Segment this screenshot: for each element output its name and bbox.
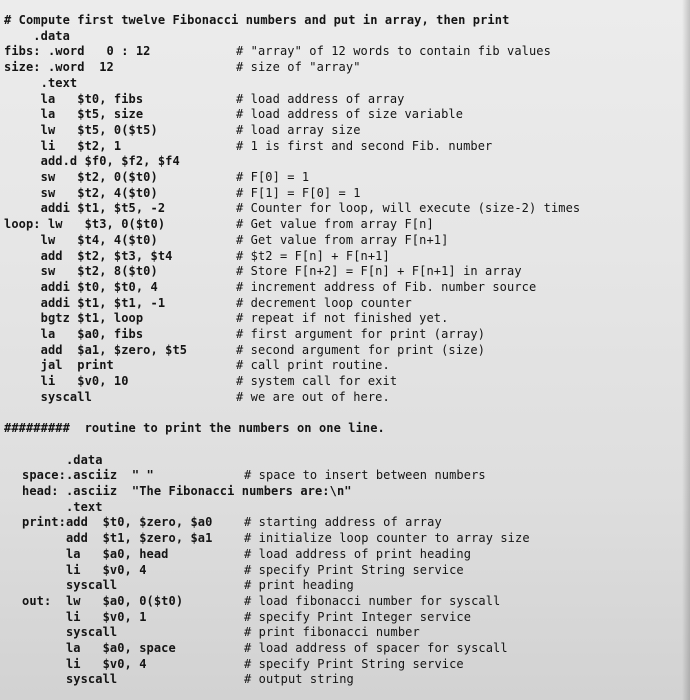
code-text: size: .word 12: [4, 60, 114, 75]
code-comment: # F[0] = 1: [236, 170, 310, 184]
code-text: add $t2, $t3, $t4: [4, 248, 173, 263]
code-text: lw $t5, 0($t5): [4, 122, 158, 137]
code-comment: # system call for exit: [236, 374, 398, 389]
code-text: sw $t2, 0($t0): [4, 170, 158, 184]
code-text: out: lw $a0, 0($t0): [22, 593, 184, 608]
code-comment: # call print routine.: [236, 358, 390, 373]
code-comment: # decrement loop counter: [236, 295, 412, 310]
code-text: add $a1, $zero, $t5: [4, 342, 188, 357]
code-text: addi $t1, $t5, -2: [4, 201, 166, 216]
code-comment: # $t2 = F[n] + F[n+1]: [236, 248, 390, 263]
page-edge-shadow: [682, 0, 690, 700]
code-text: jal print: [4, 358, 114, 373]
code-text: loop: lw $t3, 0($t0): [4, 217, 166, 232]
code-text: # Compute first twelve Fibonacci numbers and put in array, then print: [4, 13, 510, 27]
code-comment: # 1 is first and second Fib. number: [236, 138, 493, 153]
code-text: li $v0, 10: [4, 374, 129, 389]
code-comment: # second argument for print (size): [236, 342, 486, 357]
code-comment: # Counter for loop, will execute (size-2) times: [236, 201, 581, 216]
code-text: space:.asciiz " ": [22, 468, 154, 483]
code-comment: # initialize loop counter to array size: [244, 531, 530, 546]
code-text: la $t5, size: [4, 107, 144, 122]
code-comment: # "array" of 12 words to contain fib values: [236, 44, 551, 59]
code-comment: # space to insert between numbers: [244, 468, 486, 483]
code-text: print:add $t0, $zero, $a0: [22, 515, 213, 530]
code-comment: # print fibonacci number: [244, 625, 420, 640]
code-comment: # load fibonacci number for syscall: [244, 593, 501, 608]
code-text: lw $t4, 4($t0): [4, 232, 158, 247]
code-text: la $a0, space: [22, 641, 176, 655]
code-text: bgtz $t1, loop: [4, 311, 144, 326]
code-text: addi $t1, $t1, -1: [4, 295, 166, 310]
code-comment: # specify Print String service: [244, 562, 464, 577]
code-comment: # we are out of here.: [236, 389, 390, 404]
code-text: add.d $f0, $f2, $f4: [4, 154, 180, 169]
code-comment: # load address of print heading: [244, 546, 472, 561]
code-text: syscall: [4, 389, 92, 404]
code-comment: # Get value from array F[n]: [236, 217, 434, 232]
code-text: add $t1, $zero, $a1: [22, 531, 213, 546]
code-comment: # first argument for print (array): [236, 327, 486, 341]
code-text: syscall: [22, 578, 118, 593]
code-comment: # load address of spacer for syscall: [244, 641, 508, 655]
code-text: li $v0, 1: [22, 609, 147, 624]
code-text: la $t0, fibs: [4, 91, 144, 106]
code-comment: # output string: [244, 672, 354, 687]
code-text: .data: [4, 28, 70, 43]
code-comment: # F[1] = F[0] = 1: [236, 185, 361, 200]
code-text: ######### routine to print the numbers on one line.: [4, 421, 385, 436]
code-comment: # Get value from array F[n+1]: [236, 232, 449, 247]
code-text: addi $t0, $t0, 4: [4, 279, 158, 294]
code-comment: # specify Print Integer service: [244, 609, 472, 624]
code-text: la $a0, head: [22, 546, 169, 561]
code-text: sw $t2, 8($t0): [4, 264, 158, 279]
code-text: .text: [22, 499, 103, 514]
code-comment: # load address of array: [236, 91, 405, 106]
code-text: li $v0, 4: [22, 562, 147, 577]
code-text: fibs: .word 0 : 12: [4, 44, 151, 59]
code-comment: # print heading: [244, 578, 354, 593]
code-comment: # repeat if not finished yet.: [236, 311, 449, 326]
code-comment: # starting address of array: [244, 515, 442, 530]
code-text: .text: [4, 75, 78, 90]
code-comment: # Store F[n+2] = F[n] + F[n+1] in array: [236, 264, 522, 279]
code-comment: # size of "array": [236, 60, 361, 75]
code-text: .data: [22, 452, 103, 467]
code-text: syscall: [22, 672, 118, 687]
code-text: sw $t2, 4($t0): [4, 185, 158, 200]
code-comment: # load address of size variable: [236, 107, 464, 122]
code-text: head: .asciiz "The Fibonacci numbers are:\n": [22, 484, 352, 498]
code-text: li $v0, 4: [22, 656, 147, 671]
code-comment: # specify Print String service: [244, 656, 464, 671]
code-text: syscall: [22, 625, 118, 640]
code-text: la $a0, fibs: [4, 327, 144, 341]
code-text: li $t2, 1: [4, 138, 122, 153]
code-comment: # increment address of Fib. number source: [236, 279, 537, 294]
code-comment: # load array size: [236, 122, 361, 137]
